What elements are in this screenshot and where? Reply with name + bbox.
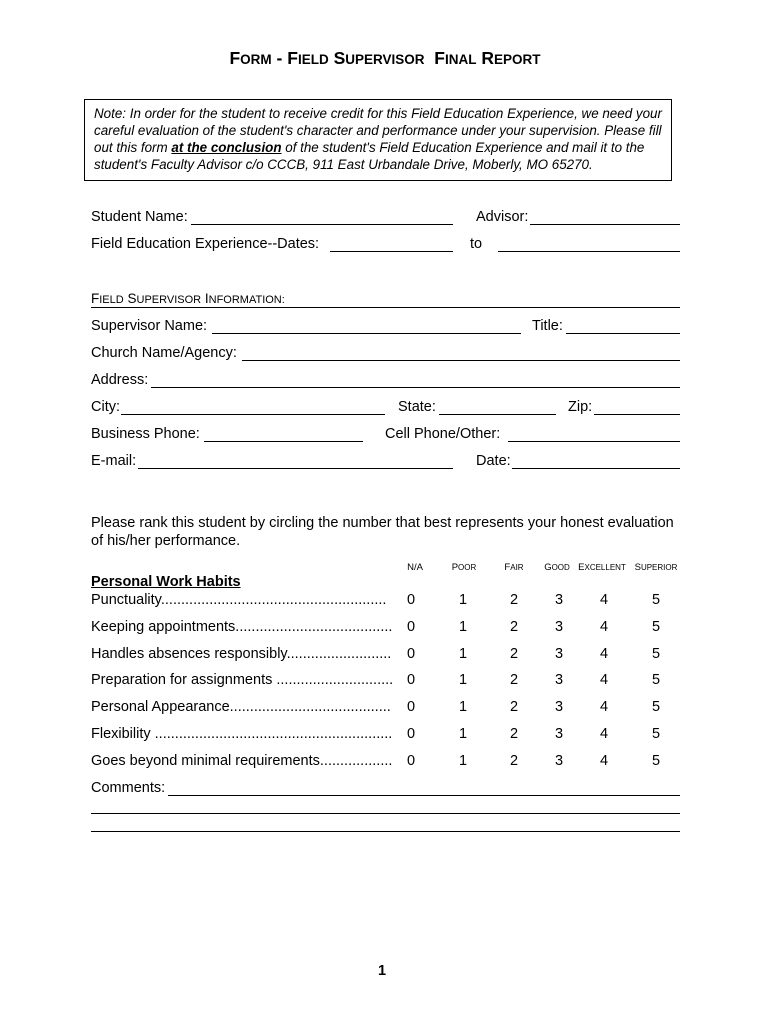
score-option-1[interactable]: 1 (458, 753, 468, 769)
score-option-1[interactable]: 1 (458, 646, 468, 662)
city-field[interactable] (121, 414, 385, 415)
score-option-2[interactable]: 2 (509, 699, 519, 715)
row-label: Flexibility ........................................................... (91, 726, 393, 742)
score-option-3[interactable]: 3 (554, 646, 564, 662)
score-option-4[interactable]: 4 (599, 753, 609, 769)
business-phone-label: Business Phone: (91, 426, 200, 442)
col-header-na: N/A (407, 562, 423, 573)
score-option-2[interactable]: 2 (509, 753, 519, 769)
comments-line-3[interactable] (91, 831, 680, 832)
score-option-5[interactable]: 5 (651, 646, 661, 662)
score-option-5[interactable]: 5 (651, 672, 661, 688)
score-option-3[interactable]: 3 (554, 672, 564, 688)
church-label: Church Name/Agency: (91, 345, 237, 361)
form-title: FORM - FIELD SUPERVISOR FINAL REPORT (229, 48, 541, 68)
student-name-label: Student Name: (91, 209, 188, 225)
score-option-0[interactable]: 0 (406, 672, 416, 688)
score-option-4[interactable]: 4 (599, 592, 609, 608)
cell-phone-label: Cell Phone/Other: (385, 426, 501, 442)
score-option-2[interactable]: 2 (509, 672, 519, 688)
row-label: Punctuality........................................................ (91, 592, 387, 608)
zip-field[interactable] (594, 414, 680, 415)
score-option-2[interactable]: 2 (509, 619, 519, 635)
score-option-5[interactable]: 5 (651, 726, 661, 742)
address-field[interactable] (151, 387, 680, 388)
score-option-1[interactable]: 1 (458, 592, 468, 608)
section-divider (91, 307, 680, 308)
supervisor-name-field[interactable] (212, 333, 521, 334)
score-option-0[interactable]: 0 (406, 619, 416, 635)
cell-phone-field[interactable] (508, 441, 680, 442)
score-option-1[interactable]: 1 (458, 726, 468, 742)
ranking-instruction: Please rank this student by circling the number that best represents your honest evaluation of his/her performance. (91, 515, 674, 549)
row-label: Personal Appearance........................................ (91, 699, 391, 715)
score-option-0[interactable]: 0 (406, 726, 416, 742)
col-header-superior: SUPERIOR (634, 562, 678, 573)
comments-line-1[interactable] (168, 795, 680, 796)
score-option-2[interactable]: 2 (509, 592, 519, 608)
score-option-4[interactable]: 4 (599, 646, 609, 662)
advisor-label: Advisor: (476, 209, 529, 225)
col-header-excellent: EXCELLENT (578, 562, 626, 573)
church-field[interactable] (242, 360, 680, 361)
score-option-4[interactable]: 4 (599, 619, 609, 635)
city-label: City: (91, 399, 120, 415)
business-phone-field[interactable] (204, 441, 363, 442)
score-option-0[interactable]: 0 (406, 699, 416, 715)
score-option-3[interactable]: 3 (554, 592, 564, 608)
note-text-2: of the student's Field Education Experience and mail it to the student's Faculty Advisor c/o CCCB, 911 East Urbandale Drive, Moberly, MO 65270. (94, 140, 645, 172)
note-emphasis: at the conclusion (171, 140, 282, 155)
page-number: 1 (378, 963, 387, 979)
score-option-3[interactable]: 3 (554, 619, 564, 635)
score-option-5[interactable]: 5 (651, 592, 661, 608)
score-option-5[interactable]: 5 (651, 619, 661, 635)
score-option-4[interactable]: 4 (599, 672, 609, 688)
comments-label: Comments: (91, 780, 166, 796)
supervisor-name-label: Supervisor Name: (91, 318, 208, 334)
advisor-field[interactable] (530, 224, 680, 225)
score-option-3[interactable]: 3 (554, 726, 564, 742)
note-text-1: Note: In order for the student to receive credit for this Field Education Experience, we need your careful evaluation of the student's character and performance under your supervision. Please fill out this form (94, 106, 662, 155)
comments-line-2[interactable] (91, 813, 680, 814)
col-header-good: GOOD (544, 562, 570, 573)
state-label: State: (398, 399, 436, 415)
score-option-5[interactable]: 5 (651, 753, 661, 769)
address-label: Address: (91, 372, 149, 388)
score-option-0[interactable]: 0 (406, 592, 416, 608)
score-option-3[interactable]: 3 (554, 699, 564, 715)
zip-label: Zip: (568, 399, 593, 415)
date-field[interactable] (512, 468, 680, 469)
supervisor-section-heading: FIELD SUPERVISOR INFORMATION: (91, 291, 285, 306)
score-option-0[interactable]: 0 (406, 753, 416, 769)
date-label: Date: (476, 453, 511, 469)
row-label: Handles absences responsibly.......................... (91, 646, 392, 662)
student-name-field[interactable] (191, 224, 453, 225)
score-option-4[interactable]: 4 (599, 699, 609, 715)
score-option-1[interactable]: 1 (458, 699, 468, 715)
score-option-5[interactable]: 5 (651, 699, 661, 715)
score-option-2[interactable]: 2 (509, 726, 519, 742)
col-header-poor: POOR (451, 562, 477, 573)
score-option-1[interactable]: 1 (458, 672, 468, 688)
title-field[interactable] (566, 333, 680, 334)
score-option-0[interactable]: 0 (406, 646, 416, 662)
title-label: Title: (532, 318, 563, 334)
row-label: Keeping appointments....................................... (91, 619, 393, 635)
to-label: to (470, 236, 483, 252)
personal-work-habits-title: Personal Work Habits (91, 574, 241, 590)
score-option-1[interactable]: 1 (458, 619, 468, 635)
instructions-note (84, 99, 672, 181)
row-label: Preparation for assignments ............................. (91, 672, 394, 688)
dates-label: Field Education Experience--Dates: (91, 236, 320, 252)
col-header-fair: FAIR (504, 562, 524, 573)
score-option-2[interactable]: 2 (509, 646, 519, 662)
score-option-4[interactable]: 4 (599, 726, 609, 742)
email-field[interactable] (138, 468, 453, 469)
state-field[interactable] (439, 414, 556, 415)
email-label: E-mail: (91, 453, 137, 469)
row-label: Goes beyond minimal requirements.................. (91, 753, 393, 769)
dates-end-field[interactable] (498, 251, 680, 252)
score-option-3[interactable]: 3 (554, 753, 564, 769)
dates-start-field[interactable] (330, 251, 453, 252)
